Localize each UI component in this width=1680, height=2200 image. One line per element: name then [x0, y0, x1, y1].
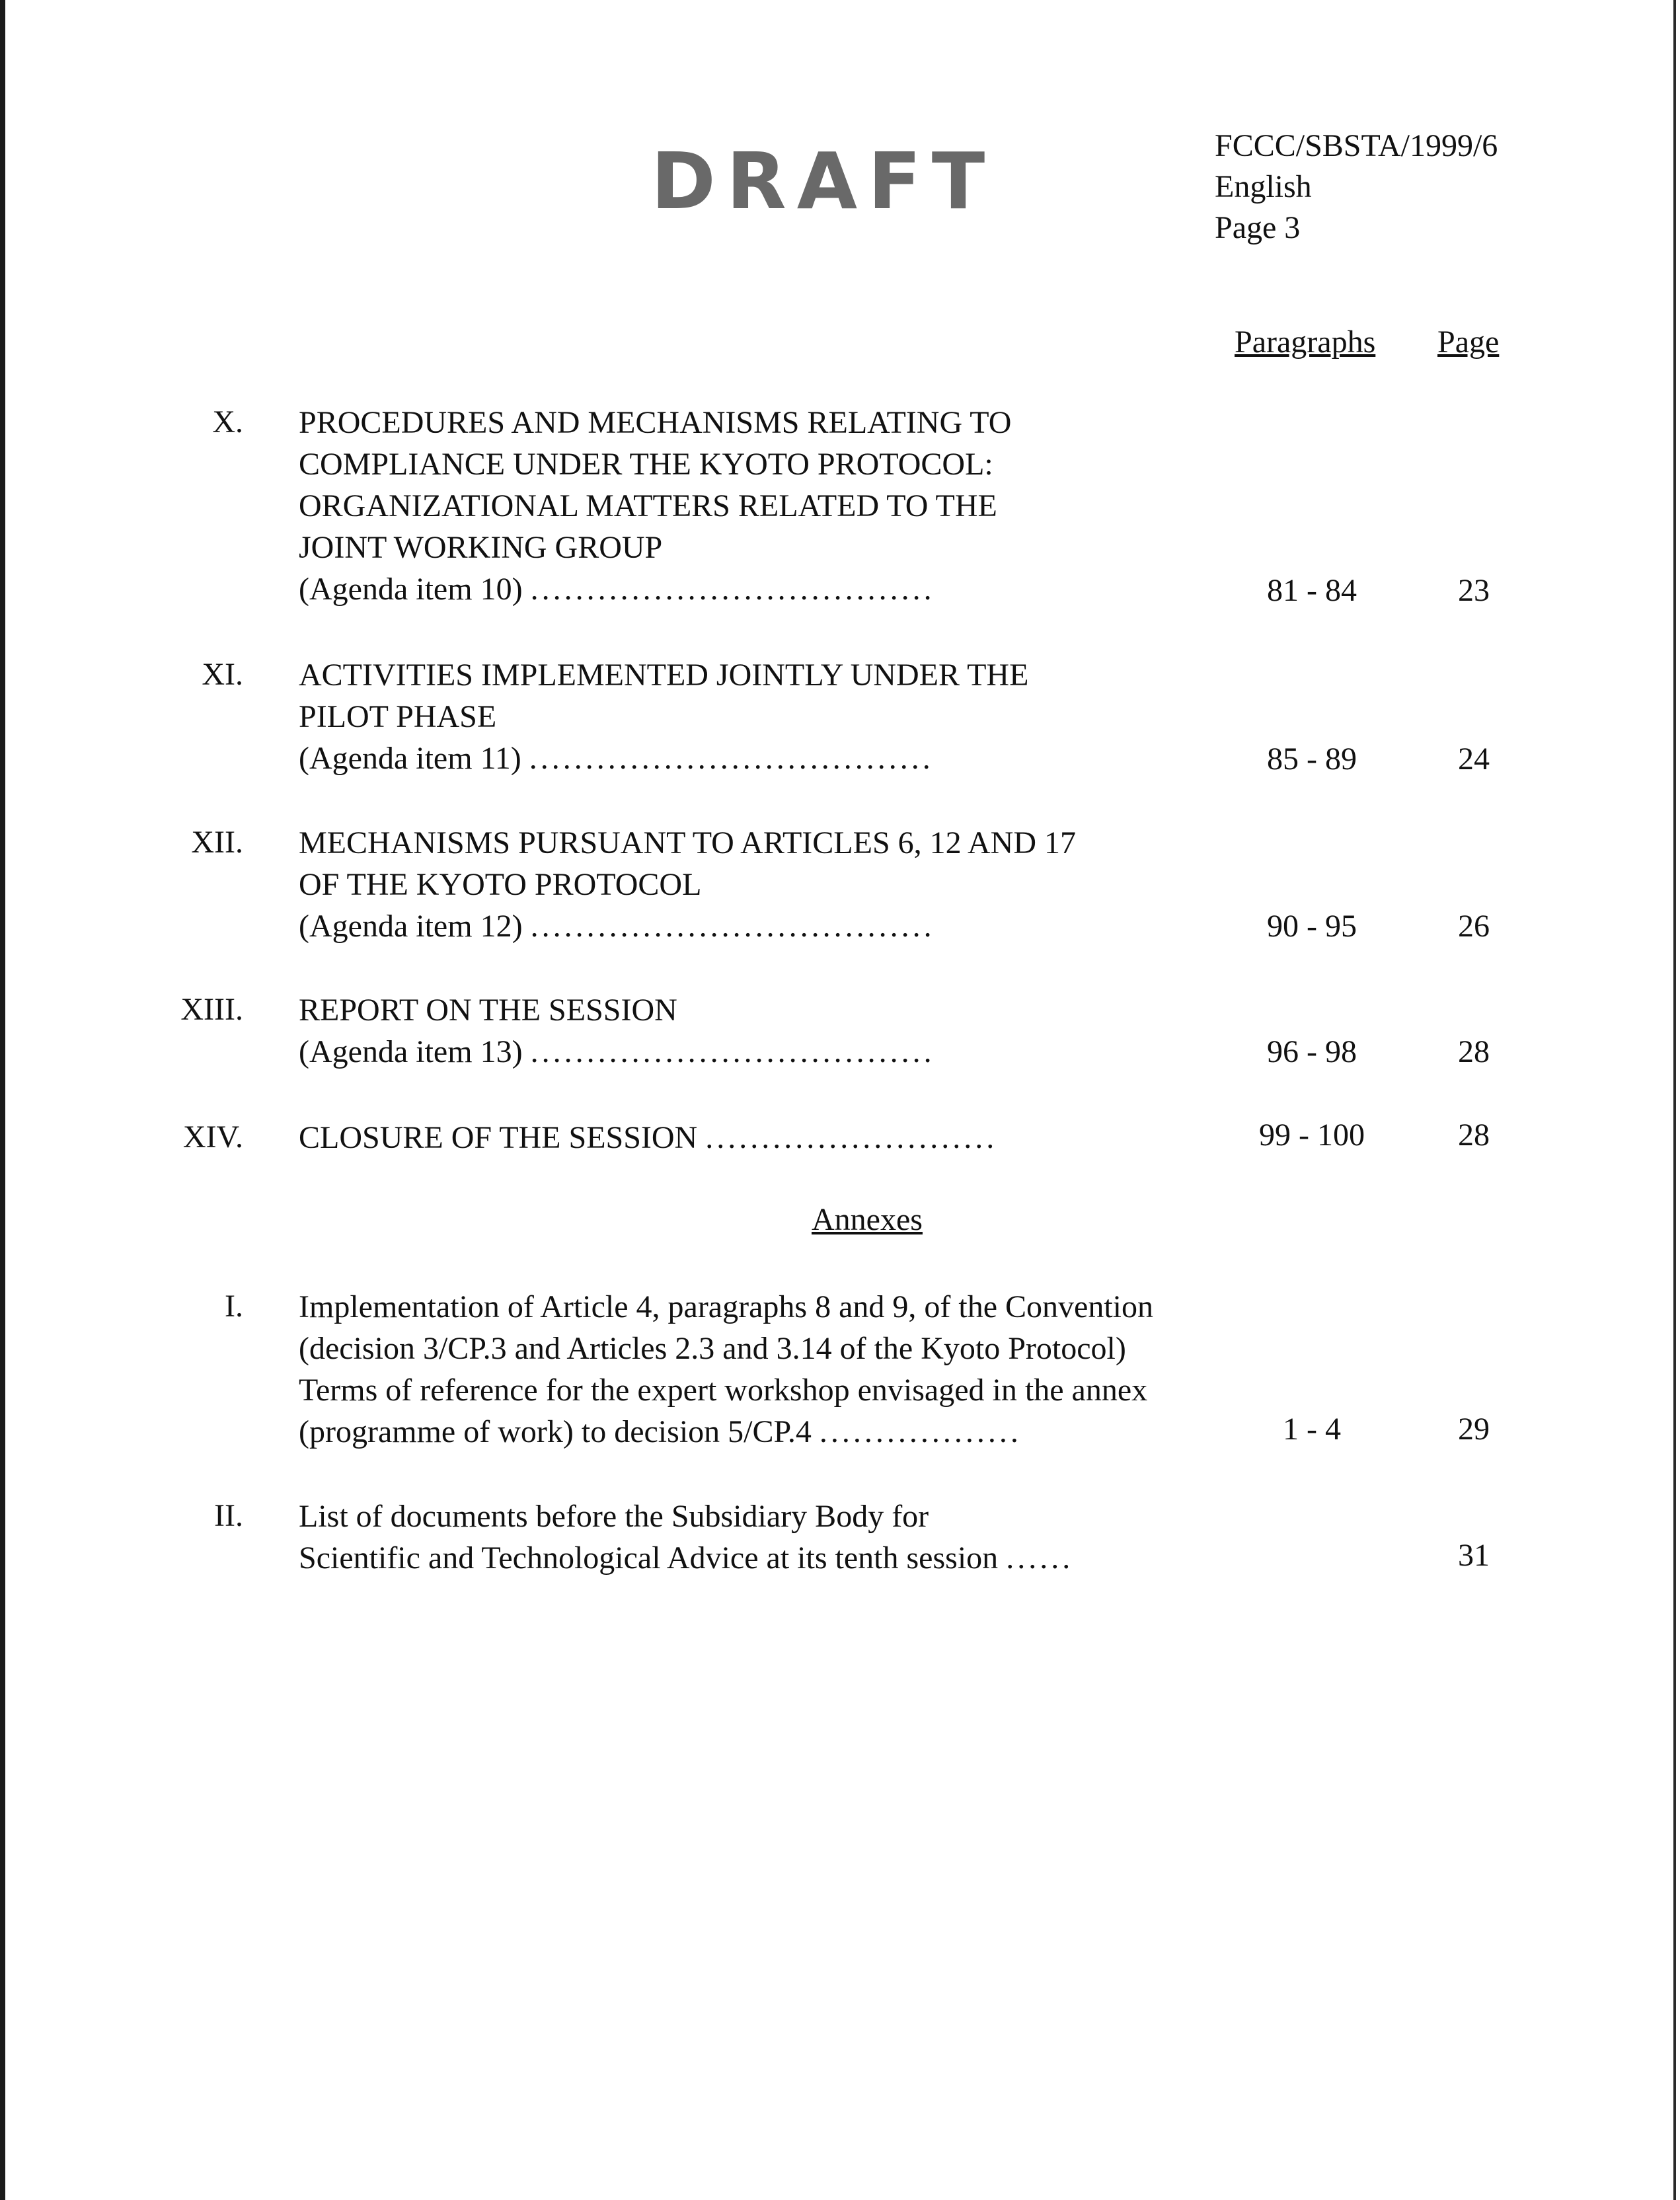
entry-title-line: PILOT PHASE	[299, 699, 497, 734]
page-number: Page 3	[1215, 210, 1301, 245]
annex-title-line: Implementation of Article 4, paragraphs 8 and 9, of the Convention	[299, 1289, 1153, 1324]
page-ref: 28	[1458, 1034, 1490, 1069]
paragraph-range: 96 - 98	[1267, 1034, 1357, 1069]
page-ref: 24	[1458, 741, 1490, 777]
dot-leader: ....................................	[530, 572, 935, 607]
section-number: XII.	[191, 825, 243, 860]
document-code: FCCC/SBSTA/1999/6	[1215, 128, 1498, 163]
draft-stamp: DRAFT	[651, 135, 996, 227]
dot-leader: ....................................	[530, 1034, 935, 1069]
annex-number: I.	[225, 1289, 243, 1324]
section-number: X.	[212, 404, 243, 439]
paragraph-range: 85 - 89	[1267, 741, 1357, 777]
entry-title-line: MECHANISMS PURSUANT TO ARTICLES 6, 12 AND 17	[299, 825, 1076, 860]
entry-agenda-item: (Agenda item 13)	[299, 1034, 523, 1069]
document-symbol	[1215, 126, 1498, 248]
entry-agenda-item: (Agenda item 10)	[299, 572, 523, 607]
section-number: XIII.	[180, 992, 243, 1027]
paragraph-range: 81 - 84	[1267, 573, 1357, 608]
toc-entry	[299, 822, 1224, 947]
entry-title-line: ACTIVITIES IMPLEMENTED JOINTLY UNDER THE	[299, 658, 1029, 693]
paragraph-range: 99 - 100	[1259, 1118, 1365, 1153]
toc-entry	[299, 1117, 1224, 1158]
document-language: English	[1215, 169, 1312, 204]
paragraphs-column-header: Paragraphs	[1235, 324, 1376, 360]
entry-agenda-item: (Agenda item 12)	[299, 909, 523, 944]
entry-agenda-item: (Agenda item 11)	[299, 741, 521, 776]
entry-title: CLOSURE OF THE SESSION	[299, 1120, 698, 1155]
paragraph-range: 90 - 95	[1267, 909, 1357, 944]
section-number: XI.	[202, 657, 243, 692]
scan-edge-left	[0, 0, 5, 2200]
annex-title-line: Scientific and Technological Advice at its tenth session	[299, 1540, 999, 1575]
paragraph-range: 1 - 4	[1283, 1412, 1341, 1447]
annexes-heading: Annexes	[812, 1202, 923, 1237]
annex-title-line: List of documents before the Subsidiary Body for	[299, 1499, 929, 1534]
page-ref: 31	[1458, 1538, 1490, 1573]
dot-leader: ......	[1006, 1540, 1074, 1575]
dot-leader: ....................................	[530, 909, 935, 944]
page-ref: 28	[1458, 1118, 1490, 1153]
section-number: XIV.	[182, 1119, 243, 1155]
entry-title-line: JOINT WORKING GROUP	[299, 530, 663, 565]
page-ref: 26	[1458, 909, 1490, 944]
dot-leader: ..........................	[705, 1120, 998, 1155]
annex-entry	[299, 1496, 1224, 1579]
dot-leader: ....................................	[529, 741, 934, 776]
page-ref: 29	[1458, 1412, 1490, 1447]
annex-title-line: (decision 3/CP.3 and Articles 2.3 and 3.14 of the Kyoto Protocol)	[299, 1331, 1126, 1366]
page-ref: 23	[1458, 573, 1490, 608]
annex-title-line: Terms of reference for the expert workshop envisaged in the annex	[299, 1373, 1148, 1408]
toc-entry	[299, 654, 1224, 779]
annex-number: II.	[214, 1498, 243, 1533]
scan-edge-right	[1673, 0, 1676, 2200]
entry-title-line: PROCEDURES AND MECHANISMS RELATING TO	[299, 405, 1012, 440]
annex-title-line: (programme of work) to decision 5/CP.4	[299, 1414, 812, 1449]
toc-entry	[299, 402, 1224, 610]
dot-leader: ..................	[819, 1414, 1022, 1449]
entry-title-line: ORGANIZATIONAL MATTERS RELATED TO THE	[299, 488, 997, 523]
entry-title-line: REPORT ON THE SESSION	[299, 993, 677, 1028]
entry-title-line: COMPLIANCE UNDER THE KYOTO PROTOCOL:	[299, 447, 993, 482]
annex-entry	[299, 1286, 1224, 1453]
toc-entry	[299, 989, 1224, 1073]
page-column-header: Page	[1437, 324, 1500, 360]
entry-title-line: OF THE KYOTO PROTOCOL	[299, 867, 702, 902]
